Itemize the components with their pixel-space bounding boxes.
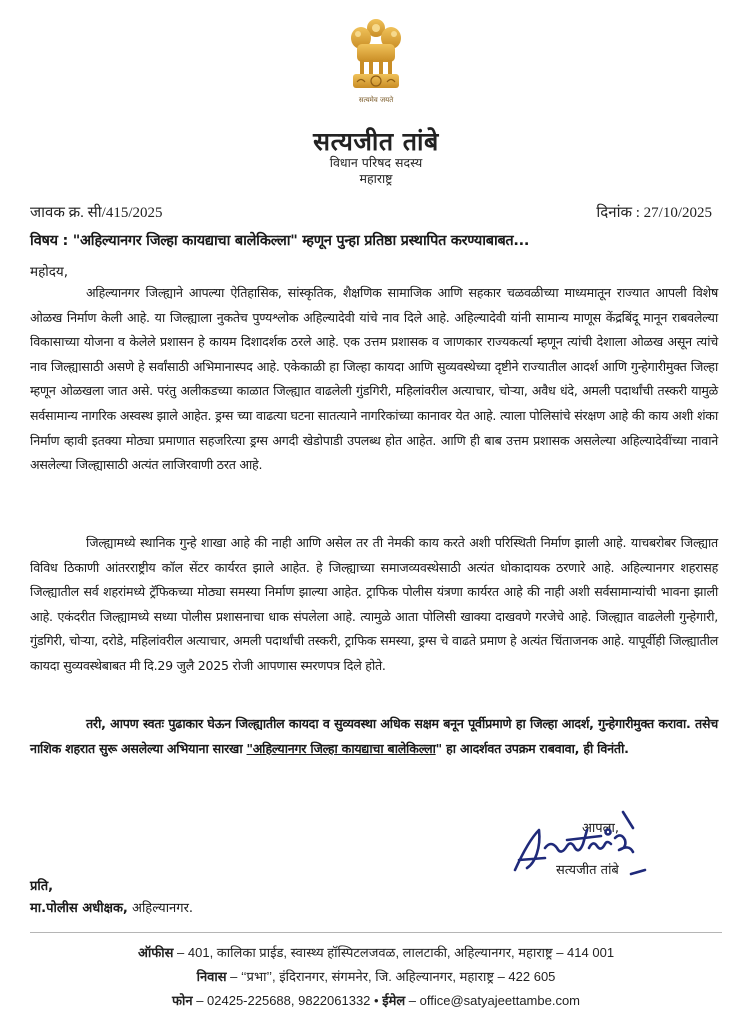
outward-number: जावक क्र. सी/415/2025 xyxy=(30,205,163,221)
signer-name: सत्यजीत तांबे xyxy=(556,863,619,878)
salutation: महोदय, xyxy=(30,264,69,280)
paragraph-text: अहिल्यानगर जिल्ह्याने आपल्या ऐतिहासिक, सांस्कृतिक, शैक्षणिक सामाजिक आणि सहकार चळवळीच्या माध्यमातून राज्यात आपली विशेष ओळख निर्माण केली आहे. या जिल्ह्याला नुकतेच पुण्यश्लोक अहिल्यादेवी यांचे नाव दिले आहे. अहिल्यादेवी यांनी सामान्य माणूस केंद्रबिंदू मानून राबवलेल्या विकासाच्या योजना व केलेले प्रशासन हे कायम दिशादर्शक ठरले आहे. एक उत्तम प्रशासक व जाणकार राज्यकर्त्या म्हणून त्यांची देशाला ओळख असून त्यांचे नाव जिल्ह्यासाठी असणे हे सर्वांसाठी अभिमानास्पद आहे. एकेकाळी हा जिल्हा कायदा आणि सुव्यवस्थेच्या दृष्टीने राज्यातील आदर्श आणि गुन्हेगारीमुक्त जिल्हा म्हणून ओळखला जात असे. परंतु अलीकडच्या काळात जिल्ह्यात वाढलेली गुंडगिरी, महिलांवरील अत्याचार, चोऱ्या, अवैध धंदे, अमली पदार्थांची तस्करी यामुळे सर्वसामान्य नागरिक अस्वस्थ झाले आहेत. ड्रग्स च्या वाढत्या घटना सातत्याने नागरिकांच्या कानावर येत आहे. त्याला पोलिसांचे संरक्षण आहे की काय अशी शंका निर्माण व्हावी इतक्या मोठ्या प्रमाणात सहजरित्या ड्रग्स अगदी खेडोपाडी उपलब्ध होत आहेत. आणि ही बाब उत्तम प्रशासक असलेल्या अहिल्यादेवींच्या नावाने असलेल्या जिल्ह्यासाठी अत्यंत लाजिरवाणी ठरत आहे. xyxy=(30,285,719,473)
svg-text:सत्यमेव जयते: सत्यमेव जयते xyxy=(358,96,394,104)
email-label: ईमेल xyxy=(382,994,406,1009)
footer-divider xyxy=(30,932,722,933)
request-text: तरी, आपण स्वतः पुढाकार घेऊन जिल्ह्यातील कायदा व सुव्यवस्था अधिक सक्षम बनून पूर्वीप्रमाणे हा जिल्हा आदर्श, गुन्हेगारीमुक्त करावा. तसेच नाशिक शहरात सुरू असलेल्या अभियाना सारखा xyxy=(30,716,718,756)
paragraph-text xyxy=(30,712,718,761)
phone-label: फोन xyxy=(171,994,193,1009)
valediction: आपला, xyxy=(582,821,619,836)
recipient-place: अहिल्यानगर. xyxy=(127,901,194,916)
footer-contact xyxy=(0,991,752,1009)
residence-address: – ‘‘प्रभा’’, इंदिरानगर, संगमनेर, जि. अहिल्यानगर, महाराष्ट्र – 422 605 xyxy=(226,969,556,984)
footer-residence xyxy=(0,967,752,985)
recipient-label: प्रति, xyxy=(30,879,54,894)
national-emblem-icon xyxy=(343,16,409,108)
letter-subject: विषय : "अहिल्यानगर जिल्हा कायद्याचा बालेकिल्ला" म्हणून पुन्हा प्रतिष्ठा प्रस्थापित करण्याबाबत... xyxy=(30,233,530,249)
office-address: – 401, कालिका प्राईड, स्वास्थ्य हॉस्पिटलजवळ, लालटाकी, अहिल्यानगर, महाराष्ट्र – 414 001 xyxy=(173,945,615,960)
request-text-end: " हा आदर्शवत उपक्रम राबवावा, ही विनंती. xyxy=(435,740,629,756)
letter-date: दिनांक : 27/10/2025 xyxy=(596,205,712,221)
phone-numbers: – 02425-225688, 9822061332 • xyxy=(192,993,383,1008)
residence-label: निवास xyxy=(196,970,227,985)
recipient-address xyxy=(30,898,193,916)
footer-office xyxy=(0,943,752,961)
office-label: ऑफीस xyxy=(137,946,174,961)
recipient-title: मा.पोलीस अधीक्षक, xyxy=(30,901,128,916)
body-paragraph-2 xyxy=(30,531,718,679)
letterhead-designation: विधान परिषद सदस्य xyxy=(329,155,423,170)
body-paragraph-1 xyxy=(30,281,718,478)
body-paragraph-request xyxy=(30,712,718,761)
paragraph-text: जिल्ह्यामध्ये स्थानिक गुन्हे शाखा आहे की नाही आणि असेल तर ती नेमकी काय करते अशी परिस्थिती निर्माण झाली आहे. याचबरोबर जिल्ह्यात विविध ठिकाणी आंतरराष्ट्रीय कॉल सेंटर कार्यरत झाले आहेत. हे जिल्ह्याच्या समाजव्यवस्थेसाठी अत्यंत धोकादायक ठरणारे आहे. अहिल्यानगर शहरासह जिल्ह्यातील सर्व शहरांमध्ये ट्रॅफिकच्या मोठ्या समस्या निर्माण झाल्या आहेत. ट्राफिक पोलीस यंत्रणा कार्यरत आहे की नाही अशी सर्वसामान्यांची भावना झाली आहे. एकंदरीत जिल्ह्यामध्ये सध्या पोलीस प्रशासनाचा धाक संपलेला आहे. त्यामुळे आता पोलिसी खाक्या दाखवणे गरजेचे आहे. जिल्ह्यात वाढलेली गुन्हेगारी, गुंडगिरी, चोऱ्या, दरोडे, महिलांवरील अत्याचार, अमली पदार्थांची तस्करी, ट्राफिक समस्या, ड्रग्स चे वाढते प्रमाण हे अत्यंत चिंताजनक आहे. यापूर्वीही जिल्ह्यातील कायदा सुव्यवस्थेबाबत मी दि.29 जुलै 2025 रोजी आपणास स्मरणपत्र दिले होते. xyxy=(30,535,718,673)
campaign-name: "अहिल्यानगर जिल्हा कायद्याचा बालेकिल्ला xyxy=(246,740,436,756)
letterhead-state: महाराष्ट्र xyxy=(359,171,393,186)
email-address[interactable]: – office@satyajeettambe.com xyxy=(405,993,581,1008)
letterhead-name: सत्यजीत तांबे xyxy=(313,127,439,156)
reference-line xyxy=(30,202,712,222)
